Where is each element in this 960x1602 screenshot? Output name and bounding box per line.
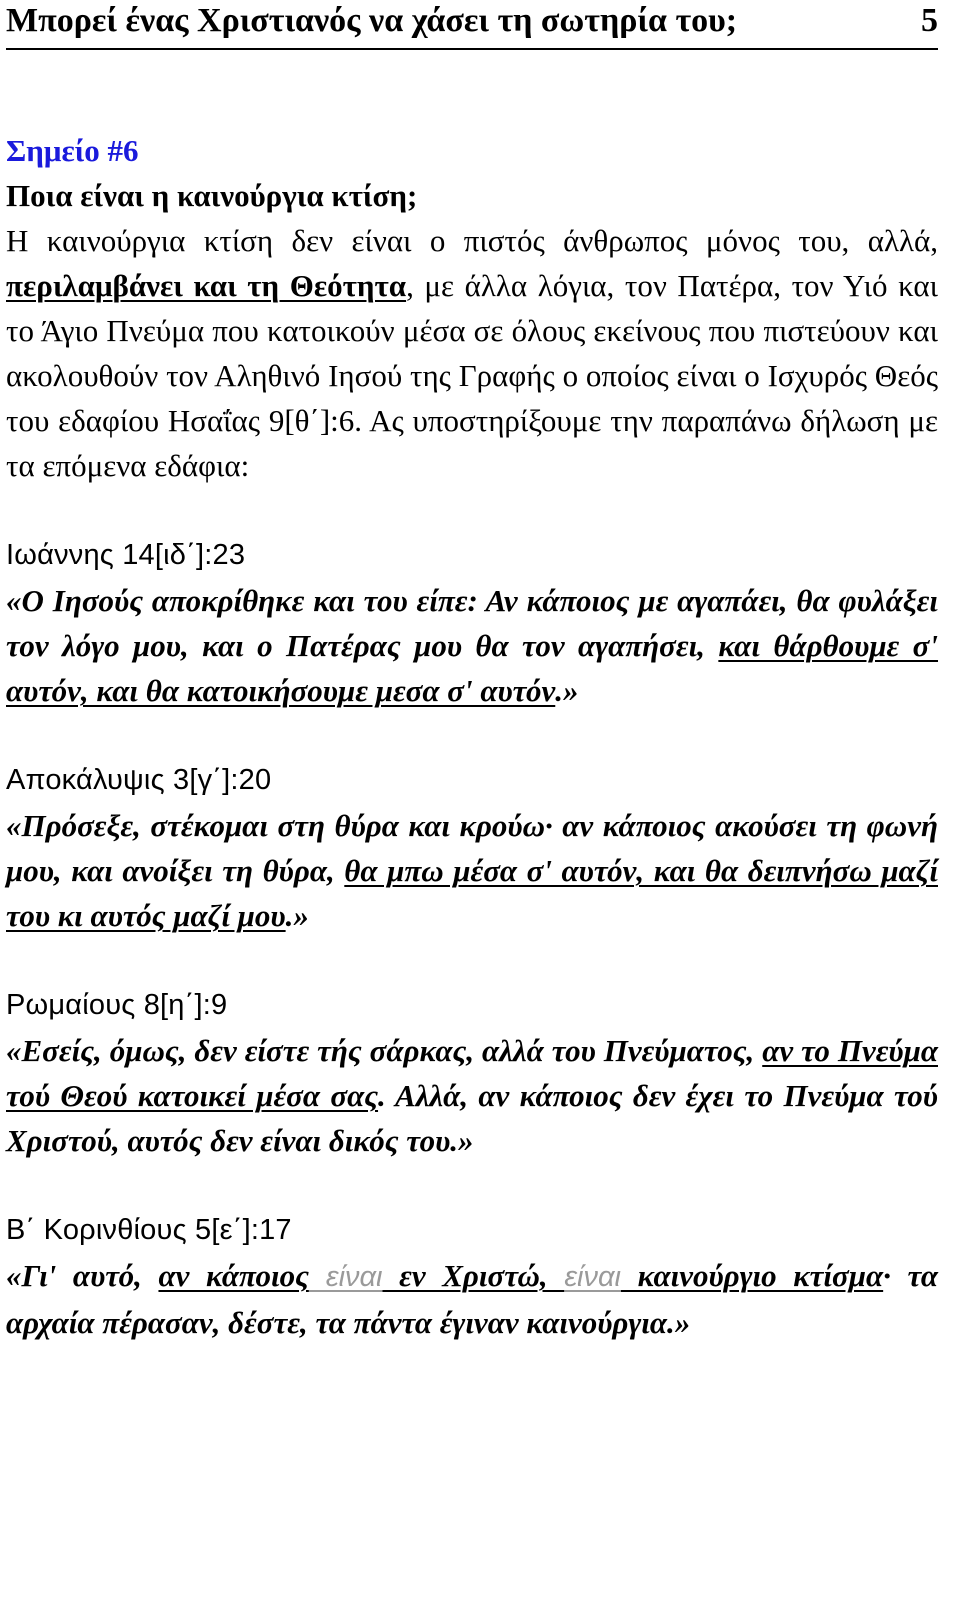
verse-text: «Ο Ιησούς αποκρίθηκε και του είπε: Αν κάποιος με αγαπάει, θα φυλάξει τον λόγο μου, και ο Πατέρας μου θα τον αγαπήσει,	[6, 583, 938, 663]
page-number: 5	[921, 2, 938, 39]
spacer	[6, 488, 938, 533]
verse-quote	[6, 1028, 938, 1163]
page-header	[6, 0, 938, 50]
verse-text-end: .»	[555, 673, 579, 708]
verse-emphasis: και θάρθουμε σ' αυτόν, και θα κατοικήσουμε μεσα σ' αυτόν	[6, 628, 939, 708]
verse-grey-word: είναι	[564, 1261, 621, 1293]
page-body	[6, 128, 938, 1345]
verse-emphasis: αν το Πνεύμα τού Θεού κατοικεί μέσα σας	[6, 1033, 938, 1113]
verse-emphasis: καινούργιο κτίσμα	[620, 1258, 884, 1293]
verse-grey-word: είναι	[308, 1261, 383, 1293]
spacer	[6, 713, 938, 758]
verse-text: «Πρόσεξε, στέκομαι στη θύρα και κρούω· αν κάποιος ακούσει τη φωνή μου, και ανοίξει τη θύρα,	[6, 808, 938, 888]
intro-text-2: , με άλλα λόγια, τον Πατέρα, τον Υιό και το Άγιο Πνεύμα που κατοικούν μέσα σε όλους εκείνους που πιστεύουν και ακολουθούν τον Αληθινό Ιησού της Γραφής ο οποίος είναι ο Ισχυρός Θεός του εδαφίου Ησαΐας 9[θ΄]:6. Ας υποστηρίξουμε την παραπάνω δήλωση με τα επόμενα εδάφια:	[6, 268, 938, 483]
intro-text-1: Η καινούργια κτίση δεν είναι ο πιστός άνθρωπος μόνος του, αλλά,	[6, 223, 938, 258]
section-label: Σημείο #6	[6, 133, 139, 168]
verse-quote	[6, 1253, 938, 1345]
header-title: Μπορεί ένας Χριστιανός να χάσει τη σωτηρία του;	[6, 2, 738, 39]
verse-reference: Αποκάλυψις 3[γ΄]:20	[6, 764, 272, 796]
section-question: Ποια είναι η καινούργια κτίση;	[6, 178, 418, 213]
spacer	[6, 938, 938, 983]
intro-emphasis: περιλαμβάνει και τη Θεότητα	[6, 268, 407, 303]
verse-reference: Ρωμαίους 8[η΄]:9	[6, 989, 228, 1021]
verse-emphasis: θα μπω μέσα σ' αυτόν, και θα δειπνήσω μαζί του κι αυτός μαζί μου	[6, 853, 938, 933]
spacer	[6, 1163, 938, 1208]
verse-text: «Εσείς, όμως, δεν είστε τής σάρκας, αλλά του Πνεύματος,	[6, 1033, 763, 1068]
verse-emphasis: αν κάποιος	[158, 1258, 309, 1293]
verse-text-end: · τα αρχαία πέρασαν, δέστε, τα πάντα έγιναν καινούργια.»	[6, 1258, 938, 1340]
verse-reference: Ιωάννης 14[ιδ΄]:23	[6, 539, 246, 571]
verse-reference: Β΄ Κορινθίους 5[ε΄]:17	[6, 1214, 292, 1246]
verse-quote	[6, 803, 938, 938]
intro-paragraph	[6, 218, 938, 488]
verse-text-end: . Αλλά, αν κάποιος δεν έχει το Πνεύμα τού Χριστού, αυτός δεν είναι δικός του.»	[6, 1078, 938, 1158]
verse-text-end: .»	[285, 898, 309, 933]
verse-text: «Γι' αυτό,	[6, 1258, 159, 1293]
verse-quote	[6, 578, 938, 713]
verse-emphasis: εν Χριστώ,	[382, 1258, 565, 1293]
